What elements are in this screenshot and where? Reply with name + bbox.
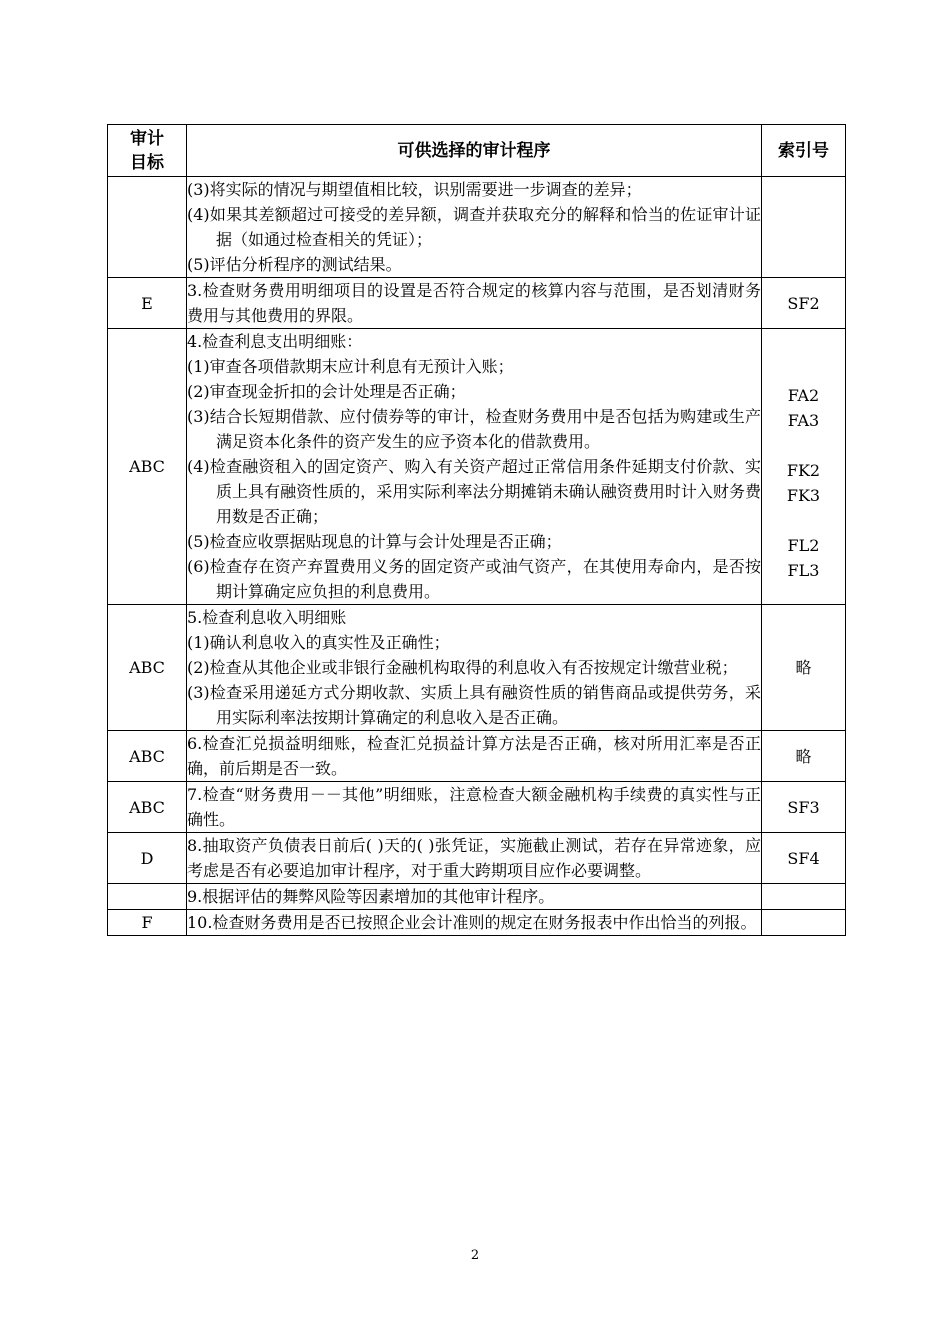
procedure-line: 6.检查汇兑损益明细账，检查汇兑损益计算方法是否正确，核对所用汇率是否正确，前后期是否一致。 [187, 734, 761, 778]
row-index: 略 [762, 731, 846, 782]
procedure-line: 5.检查利息收入明细账 [187, 608, 347, 627]
procedure-line: 3.检查财务费用明细项目的设置是否符合规定的核算内容与范围，是否划清财务费用与其他费用的界限。 [187, 281, 761, 325]
row-index: SF3 [762, 782, 846, 833]
row-target: ABC [108, 782, 187, 833]
procedure-line: (3)将实际的情况与期望值相比较，识别需要进一步调查的差异； [187, 180, 642, 199]
audit-procedure-table [107, 124, 846, 936]
row-procedure [187, 910, 762, 936]
row-procedure [187, 177, 762, 278]
table-row [108, 884, 846, 910]
procedure-line: (5)检查应收票据贴现息的计算与会计处理是否正确； [187, 532, 562, 551]
row-procedure [187, 731, 762, 782]
procedure-line: 10.检查财务费用是否已按照企业会计准则的规定在财务报表中作出恰当的列报。 [187, 913, 757, 932]
procedure-line: (4)如果其差额超过可接受的差异额，调查并获取充分的解释和恰当的佐证审计证据（如通过检查相关的凭证）； [187, 205, 761, 249]
header-procedure: 可供选择的审计程序 [187, 125, 762, 177]
row-target: ABC [108, 731, 187, 782]
row-index [762, 884, 846, 910]
index-code: FK3 [786, 486, 821, 505]
table-row [108, 329, 846, 605]
row-procedure [187, 782, 762, 833]
row-procedure [187, 884, 762, 910]
procedure-line: (2)审查现金折扣的会计处理是否正确； [187, 382, 466, 401]
row-procedure [187, 278, 762, 329]
row-index [762, 910, 846, 936]
row-index [762, 177, 846, 278]
row-index [762, 329, 846, 605]
row-target [108, 177, 187, 278]
row-procedure [187, 329, 762, 605]
procedure-line: 7.检查“财务费用－－其他”明细账，注意检查大额金融机构手续费的真实性与正确性。 [187, 785, 761, 829]
procedure-line: (3)结合长短期借款、应付债券等的审计，检查财务费用中是否包括为购建或生产满足资本化条件的资产发生的应予资本化的借款费用。 [187, 407, 761, 451]
page-number: 2 [470, 1248, 480, 1263]
row-target: ABC [108, 605, 187, 731]
header-target-line1: 审计 [130, 128, 164, 149]
row-index: SF4 [762, 833, 846, 884]
index-code: FA3 [787, 411, 820, 430]
procedure-line: 9.根据评估的舞弊风险等因素增加的其他审计程序。 [187, 887, 555, 906]
row-index: SF2 [762, 278, 846, 329]
index-code: FL2 [787, 536, 820, 555]
row-target [108, 884, 187, 910]
row-target: D [108, 833, 187, 884]
procedure-line: 4.检查利息支出明细账： [187, 332, 363, 351]
header-audit-target [108, 125, 187, 177]
procedure-line: (5)评估分析程序的测试结果。 [187, 255, 402, 274]
row-target: F [108, 910, 187, 936]
table-row [108, 731, 846, 782]
index-code: FA2 [787, 386, 820, 405]
table-header-row [108, 125, 846, 177]
header-target-line2: 目标 [130, 152, 164, 173]
table-row [108, 605, 846, 731]
procedure-line: (6)检查存在资产弃置费用义务的固定资产或油气资产，在其使用寿命内，是否按期计算确定应负担的利息费用。 [187, 557, 761, 601]
table-row [108, 833, 846, 884]
row-procedure [187, 605, 762, 731]
table-row [108, 177, 846, 278]
header-index: 索引号 [762, 125, 846, 177]
table-row [108, 910, 846, 936]
table-row [108, 278, 846, 329]
index-code [762, 508, 845, 533]
row-index: 略 [762, 605, 846, 731]
row-target: ABC [108, 329, 187, 605]
procedure-line: (4)检查融资租入的固定资产、购入有关资产超过正常信用条件延期支付价款、实质上具有融资性质的，采用实际利率法分期摊销未确认融资费用时计入财务费用数是否正确； [187, 457, 761, 526]
procedure-line: (3)检查采用递延方式分期收款、实质上具有融资性质的销售商品或提供劳务，采用实际利率法按期计算确定的利息收入是否正确。 [187, 683, 761, 727]
index-code [762, 433, 845, 458]
procedure-line: (2)检查从其他企业或非银行金融机构取得的利息收入有否按规定计缴营业税； [187, 658, 738, 677]
index-code: FL3 [787, 561, 820, 580]
row-procedure [187, 833, 762, 884]
table-row [108, 782, 846, 833]
procedure-line: (1)确认利息收入的真实性及正确性； [187, 633, 450, 652]
row-target: E [108, 278, 187, 329]
procedure-line: (1)审查各项借款期末应计利息有无预计入账； [187, 357, 514, 376]
index-code: FK2 [786, 461, 821, 480]
procedure-line: 8.抽取资产负债表日前后( )天的( )张凭证，实施截止测试，若存在异常迹象，应考虑是否有必要追加审计程序，对于重大跨期项目应作必要调整。 [187, 836, 761, 880]
